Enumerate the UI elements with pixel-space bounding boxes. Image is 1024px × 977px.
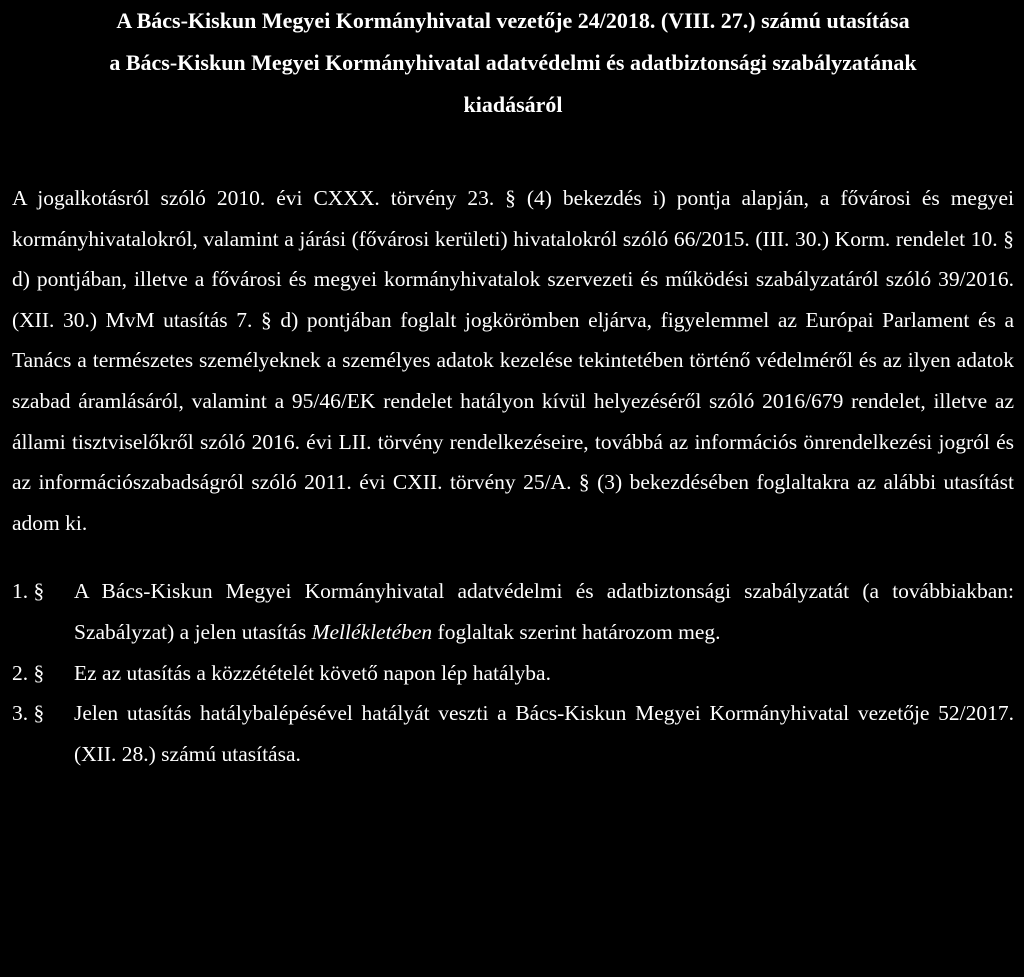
annex-reference: Mellékletében: [311, 619, 433, 644]
title-line: kiadásáról: [463, 92, 563, 117]
section-item: [12, 571, 1014, 652]
section-text-part: A Bács-Kiskun Megyei Kormányhivatal adatvédelmi és adatbiztonsági szabályzatát (a továbbiakban: Szabályzat) a jelen utasítás: [74, 579, 1014, 644]
section-number: 3. §: [12, 701, 45, 726]
section-number: 2. §: [12, 660, 45, 685]
section-text: Ez az utasítás a közzétételét követő napon lép hatályba.: [74, 660, 551, 685]
title-line: A Bács-Kiskun Megyei Kormányhivatal vezetője 24/2018. (VIII. 27.) számú utasítása: [116, 8, 910, 33]
section-item: [12, 693, 1014, 774]
sections-list: [12, 571, 1014, 774]
section-text: [74, 571, 1014, 652]
section-number: 1. §: [12, 579, 45, 604]
section-item: [12, 653, 1014, 694]
section-text-part: foglaltak szerint határozom meg.: [432, 619, 721, 644]
section-text: Jelen utasítás hatálybalépésével hatályát veszti a Bács-Kiskun Megyei Kormányhivatal vezetője 52/2017. (XII. 28.) számú utasítása.: [74, 701, 1014, 766]
preamble-paragraph: A jogalkotásról szóló 2010. évi CXXX. törvény 23. § (4) bekezdés i) pontja alapján, a fővárosi és megyei kormányhivatalokról, valamint a járási (fővárosi kerületi) hivatalokról szóló 66/2015. (III. 30.) Korm. rendelet 10. § d) pontjában, illetve a fővárosi és megyei kormányhivatalok szervezeti és működési szabályzatáról szóló 39/2016. (XII. 30.) MvM utasítás 7. § d) pontjában foglalt jogkörömben eljárva, figyelemmel az Európai Parlament és a Tanács a természetes személyeknek a személyes adatok kezelése tekintetében történő védelméről és az ilyen adatok szabad áramlásáról, valamint a 95/46/EK rendelet hatályon kívül helyezéséről szóló 2016/679 rendelet, illetve az állami tisztviselőkről szóló 2016. évi LII. törvény rendelkezéseire, továbbá az információs önrendelkezési jogról és az információszabadságról szóló 2011. évi CXII. törvény 25/A. § (3) bekezdésében foglaltakra az alábbi utasítást adom ki.: [12, 186, 1014, 535]
document-title: [12, 0, 1014, 126]
title-line: a Bács-Kiskun Megyei Kormányhivatal adatvédelmi és adatbiztonsági szabályzatának: [109, 50, 917, 75]
